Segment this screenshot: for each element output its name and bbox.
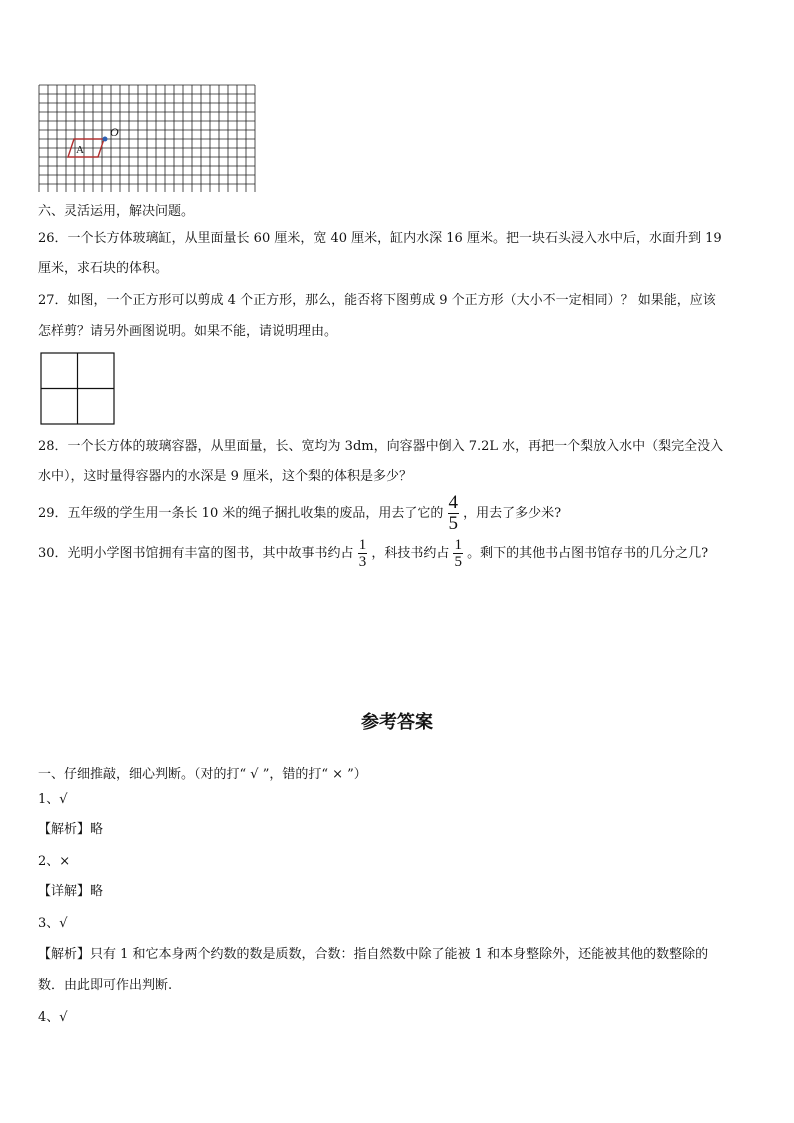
q30 bbox=[38, 534, 708, 574]
q30-fraction-2-numerator: 1 bbox=[454, 537, 462, 553]
answer-2: 2、× bbox=[38, 854, 71, 869]
q29 bbox=[38, 492, 561, 536]
answer-1-note: 【解析】略 bbox=[38, 822, 104, 837]
q30-fraction-1 bbox=[358, 537, 368, 570]
grid-figure bbox=[38, 84, 256, 192]
q29-fraction bbox=[448, 493, 460, 534]
answer-4: 4、√ bbox=[38, 1010, 68, 1025]
q27-line2: 怎样剪？请另外画图说明。如果不能，请说明理由。 bbox=[38, 324, 338, 339]
q30-fraction-2 bbox=[453, 537, 463, 570]
answer-1: 1、√ bbox=[38, 792, 68, 807]
answer-3-note-line1: 【解析】只有 1 和它本身两个约数的数是质数，合数：指自然数中除了能被 1 和本身整除外，还能被其他的数整除的 bbox=[38, 947, 709, 962]
q30-text-after: 。剩下的其他书占图书馆存书的几分之几? bbox=[467, 546, 709, 561]
q30-fraction-1-denominator: 3 bbox=[358, 554, 367, 570]
q29-fraction-denominator: 5 bbox=[448, 513, 458, 534]
q26-line1: 26．一个长方体玻璃缸，从里面量长 60 厘米，宽 40 厘米，缸内水深 16 厘米。把一块石头浸入水中后，水面升到 19 bbox=[38, 231, 722, 246]
q27-line1: 27．如图，一个正方形可以剪成 4 个正方形，那么，能否将下图剪成 9 个正方形（大小不一定相同）？ 如果能，应该 bbox=[38, 293, 716, 308]
q28-line2: 水中），这时量得容器内的水深是 9 厘米，这个梨的体积是多少？ bbox=[38, 469, 413, 484]
answers-title: 参考答案 bbox=[361, 712, 433, 733]
q29-text-before: 29．五年级的学生用一条长 10 米的绳子捆扎收集的废品，用去了它的 bbox=[38, 506, 444, 521]
q30-fraction-1-numerator: 1 bbox=[358, 537, 367, 553]
answer-3: 3、√ bbox=[38, 916, 68, 931]
answers-section1-heading: 一、仔细推敲，细心判断。（对的打“ √ ”，错的打“ × ”） bbox=[38, 767, 367, 782]
q28-line1: 28．一个长方体的玻璃容器，从里面量，长、宽均为 3dm，向容器中倒入 7.2L 水，再把一个梨放入水中（梨完全没入 bbox=[38, 439, 724, 454]
q26-line2: 厘米，求石块的体积。 bbox=[38, 261, 169, 276]
label-a: A bbox=[76, 144, 84, 156]
answer-2-note: 【详解】略 bbox=[38, 884, 104, 899]
q30-fraction-2-denominator: 5 bbox=[454, 554, 462, 570]
q29-fraction-numerator: 4 bbox=[448, 492, 458, 513]
section6-heading: 六、灵活运用，解决问题。 bbox=[38, 204, 195, 219]
q29-text-after: ，用去了多少米? bbox=[463, 506, 562, 521]
square-figure bbox=[40, 352, 116, 426]
q30-text-middle: ，科技书约占 bbox=[371, 546, 450, 561]
q30-text-before: 30．光明小学图书馆拥有丰富的图书，其中故事书约占 bbox=[38, 546, 354, 561]
point-o bbox=[103, 137, 108, 142]
label-o: O bbox=[110, 125, 119, 139]
answer-3-note-line2: 数．由此即可作出判断. bbox=[38, 978, 173, 993]
